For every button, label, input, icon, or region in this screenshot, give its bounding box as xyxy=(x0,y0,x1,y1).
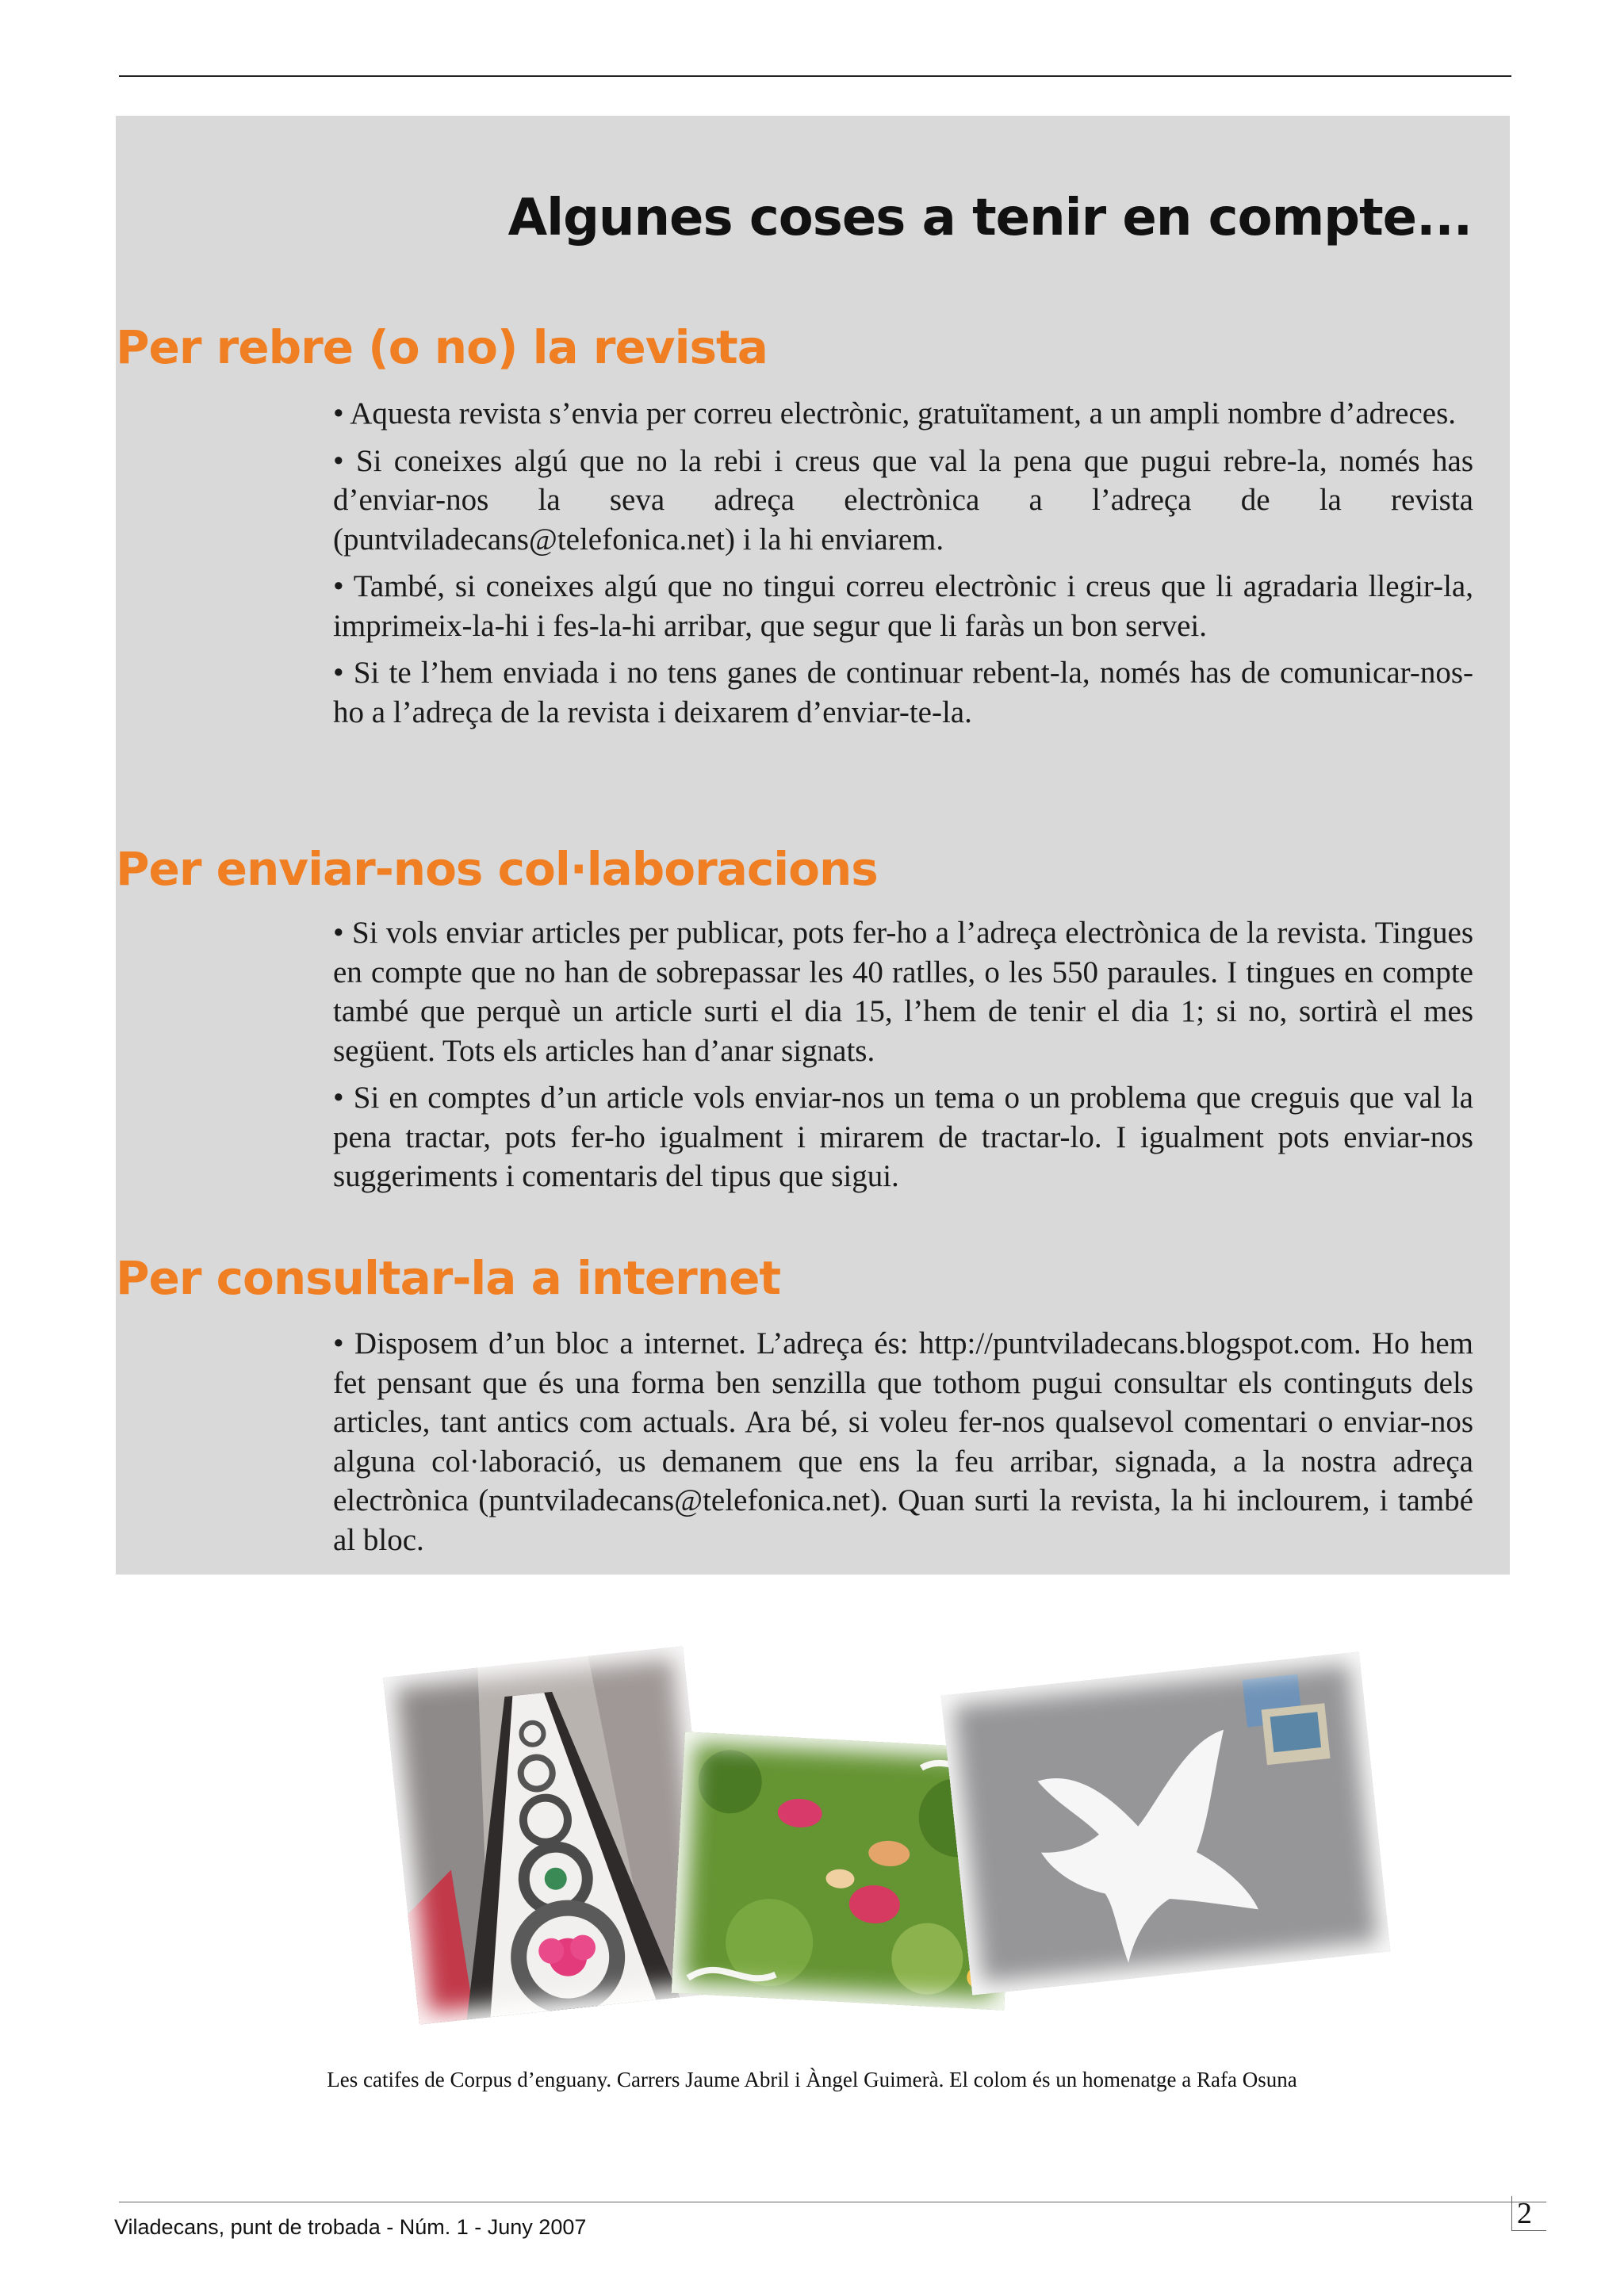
paragraph: • Aquesta revista s’envia per correu electrònic, gratuïtament, a un ampli nombre d’adreces. xyxy=(333,396,1456,430)
photo-caption: Les catifes de Corpus d’enguany. Carrers Jaume Abril i Àngel Guimerà. El colom és un homenatge a Rafa Osuna xyxy=(327,2068,1297,2091)
page-number: 2 xyxy=(1511,2196,1546,2231)
section-heading-internet: Per consultar-la a internet xyxy=(116,1251,781,1305)
section-body-internet xyxy=(333,1324,1473,1567)
paragraph: • Si coneixes algú que no la rebi i creus que val la pena que pugui rebre-la, només has d’enviar-nos la seva adreça electrònica a l’adreça de la revista (puntviladecans@telefonica.net) i la hi enviarem. xyxy=(333,443,1473,557)
paragraph: • També, si coneixes algú que no tingui correu electrònic i creus que li agradaria llegir-la, imprimeix-la-hi i fes-la-hi arribar, que segur que li faràs un bon servei. xyxy=(333,569,1473,643)
page-title: Algunes coses a tenir en compte... xyxy=(508,189,1472,247)
paragraph: • Si te l’hem enviada i no tens ganes de continuar rebent-la, només has de comunicar-nos-ho a l’adreça de la revista i deixarem d’enviar-te-la. xyxy=(333,656,1473,729)
header-rule xyxy=(119,75,1511,77)
paragraph: • Si vols enviar articles per publicar, pots fer-ho a l’adreça electrònica de la revista. Tingues en compte que no han de sobrepassar les 40 ratlles, o les 550 paraules. I tingues en compte també que perquè un article surti el dia 15, l’hem de tenir el dia 1; si no, sortirà el mes següent. Tots els articles han d’anar signats. xyxy=(333,916,1473,1068)
section-body-receive xyxy=(333,394,1473,740)
section-heading-receive: Per rebre (o no) la revista xyxy=(116,320,768,374)
section-body-contribute xyxy=(333,913,1473,1204)
section-heading-contribute: Per enviar-nos col·laboracions xyxy=(116,842,878,896)
photo-carpet-street xyxy=(383,1646,719,2024)
footer-publication: Viladecans, punt de trobada - Núm. 1 - Juny 2007 xyxy=(114,2215,587,2239)
photo-carpet-dove xyxy=(941,1651,1391,1995)
paragraph: • Disposem d’un bloc a internet. L’adreça és: http://puntviladecans.blogspot.com. Ho hem fet pensant que és una forma ben senzilla que tothom pugui consultar els continguts dels articles, tant antics com actuals. Ara bé, si voleu fer-nos qualsevol comentari o enviar-nos alguna col·laboració, us demanem que ens la feu arribar, signada, a la nostra adreça electrònica (puntviladecans@telefonica.net). Quan surti la revista, la hi inclourem, i també al bloc. xyxy=(333,1326,1473,1557)
paragraph: • Si en comptes d’un article vols enviar-nos un tema o un problema que creguis que val la pena tractar, pots fer-ho igualment i mirarem de tractar-lo. I igualment pots enviar-nos suggeriments i comentaris del tipus que sigui. xyxy=(333,1081,1473,1193)
